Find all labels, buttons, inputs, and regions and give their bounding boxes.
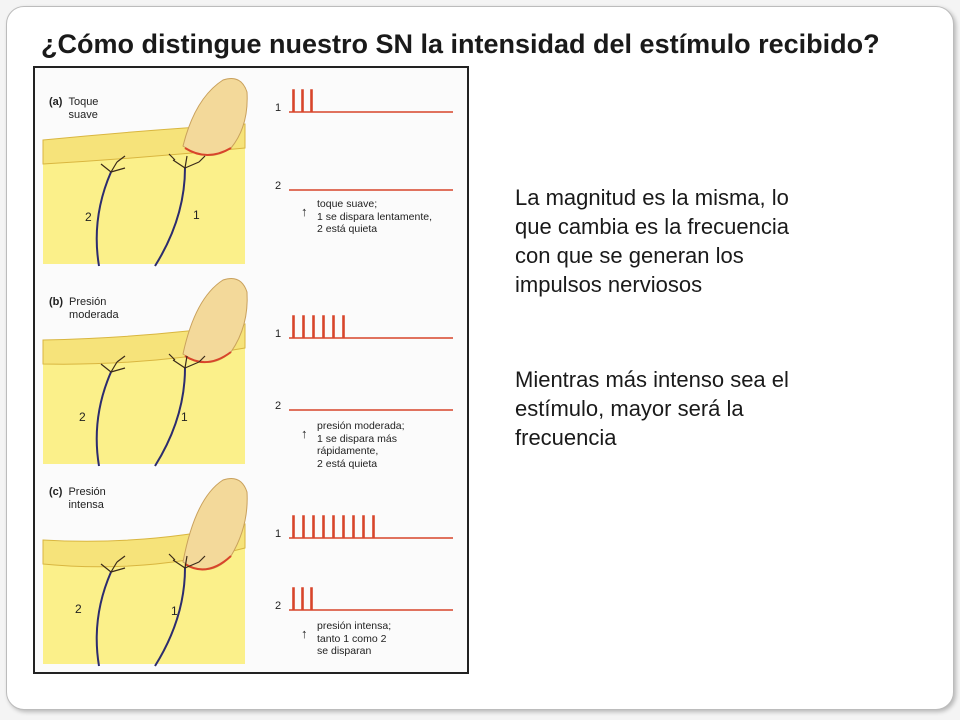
panel-a-trace-1 (289, 90, 453, 112)
receptor-figure (33, 66, 469, 674)
panel-a-fiber-1: 1 (193, 208, 200, 222)
panel-a-label: (a) Toque suave (49, 96, 99, 121)
panel-c-caption: presión intensa; tanto 1 como 2 se disparan (317, 620, 392, 657)
panel-b-letter: (b) (49, 296, 64, 308)
panel-b-caption: presión moderada; 1 se dispara más rápidamente, 2 está quieta (317, 420, 405, 470)
figure-illustration (35, 68, 467, 672)
explanation-paragraph-1: La magnitud es la misma, lo que cambia es la frecuencia con que se generan los impulsos nerviosos (515, 185, 789, 297)
panel-a-trace-2-label: 2 (275, 180, 282, 192)
panel-c-trace-1-label: 1 (275, 528, 282, 540)
panel-c-letter: (c) (49, 486, 63, 498)
panel-c-trace-2 (289, 588, 453, 610)
panel-c-fiber-1: 1 (171, 604, 178, 618)
up-arrow-icon: ↑ (301, 426, 308, 441)
panel-c-trace-2-label: 2 (275, 600, 282, 612)
panel-c-label: (c) Presión intensa (49, 486, 106, 511)
explanation-paragraph-2: Mientras más intenso sea el estímulo, mayor será la frecuencia (515, 367, 789, 450)
panel-c-trace-1 (289, 516, 453, 538)
panel-b-fiber-2: 2 (79, 410, 86, 424)
panel-a-fiber-2: 2 (85, 210, 92, 224)
panel-b-label: (b) Presión moderada (49, 296, 119, 321)
panel-c-fiber-2: 2 (75, 602, 82, 616)
panel-b-fiber-1: 1 (181, 410, 188, 424)
slide-title: ¿Cómo distingue nuestro SN la intensidad del estímulo recibido? (41, 29, 880, 59)
panel-b-trace-1-label: 1 (275, 328, 282, 340)
up-arrow-icon: ↑ (301, 204, 308, 219)
slide (6, 6, 954, 710)
panel-a-trace-1-label: 1 (275, 102, 282, 114)
panel-a-letter: (a) (49, 96, 63, 108)
panel-a-caption: toque suave; 1 se dispara lentamente, 2 está quieta (317, 198, 432, 235)
panel-b-trace-2-label: 2 (275, 400, 282, 412)
panel-a-dermis (43, 146, 245, 264)
panel-b-trace-1 (289, 316, 453, 338)
up-arrow-icon: ↑ (301, 626, 308, 641)
